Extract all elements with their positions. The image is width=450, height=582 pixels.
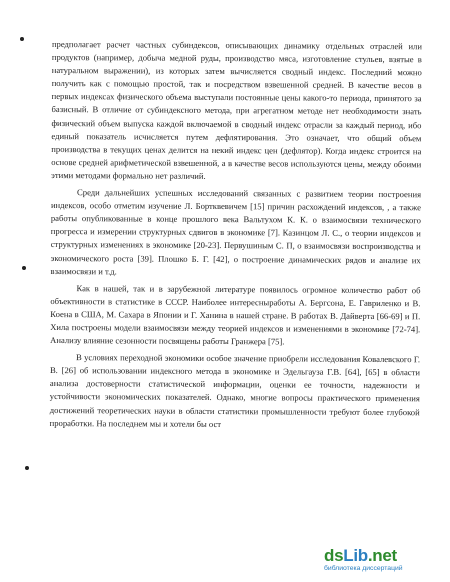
paragraph: Среди дальнейших успешных исследований связанных с развитием теории построения индексов, особо отметим изучение Л. Бортквевичем [15] причин расхождений индексов, , а также работы опубликованные в конце прошлого века Вальтухом К. К. о взаимосвязи технического прогресса и измерении структурных сдвигов в экономике [7]. Казинцом Л. С., о теории индексов и структурных изменениях в экономике [20-23]. Первушиным С. П, о взаимосвязи воспроизводства и экономического роста [39]. Плошко Б. Г. [42], о построение динамических рядов и анализе их взаимосвязи и т.д. — [50, 187, 422, 276]
dslib-watermark — [324, 546, 440, 576]
paragraph: предполагает расчет частных субиндексов, описывающих динамику отдельных отраслей или продуктов (например, добыча медной руды, производство мяса, изготовление стульев, взятые в натуральном выражении), из которых затем вычисляется сводный индекс. Последний можно получить как с помощью простой, так и посредством взвешенной средней. В качестве весов в первых индексах физического объема выступали постоянные цены какого-то периода, принятого за базисный. В отличие от субиндексного метода, при агрегатном методе нет необходимости знать физический объем выпуска каждой включаемой в сводный индекс отрасли за каждый период, ибо единый показатель исчисляется путем дефлятирования. Это означает, что общий объем производства в текущих ценах делится на некий индекс цен (дефлятор). Когда индекс строится на основе средней арифметической взвешенной, а в качестве весов используются цены, между обоими этими методами формально нет различий. — [51, 38, 422, 181]
body-text — [50, 38, 422, 436]
margin-dot — [25, 466, 29, 470]
logo-net: .net — [367, 546, 397, 565]
paragraph: В условиях переходной экономики особое значение приобрели исследования Ковалевского Г. В. [26] об использовании индексного метода в экономике и Эдельгауза Г.В. [64], [65] в области анализа достоверности статистической информации, оценки ее точности, надежности и устойчивости экономических показателей. Однако, многие вопросы практического применения достижений теоретических науки в области статистики промышленности требуют более глубокой проработки. На последнем мы и хотели бы ост — [49, 352, 421, 429]
margin-dot — [20, 37, 24, 41]
watermark-tagline: библиотека диссертаций — [324, 565, 403, 572]
logo-ds: ds — [324, 546, 344, 565]
margin-dot — [22, 266, 26, 270]
logo-lib: Lib — [343, 546, 368, 565]
paragraph: Как в нашей, так и в зарубежной литературе появилось огромное количество работ об объективности в статистике в СССР. Наиболее интересныработы А. Бергсона, Е. Гавриленко и В. Коена в США, М. Сахара в Японии и Г. Ханина в нашей стране. В работах В. Дайверта [66-69] и П. Хила построены модели взаимосвязи между теорией индексов и изменениями в экономике [72-74]. Анализу влияние сезонности посвящены работы Гранжера [75]. — [50, 282, 421, 347]
dslib-logo — [324, 546, 397, 566]
